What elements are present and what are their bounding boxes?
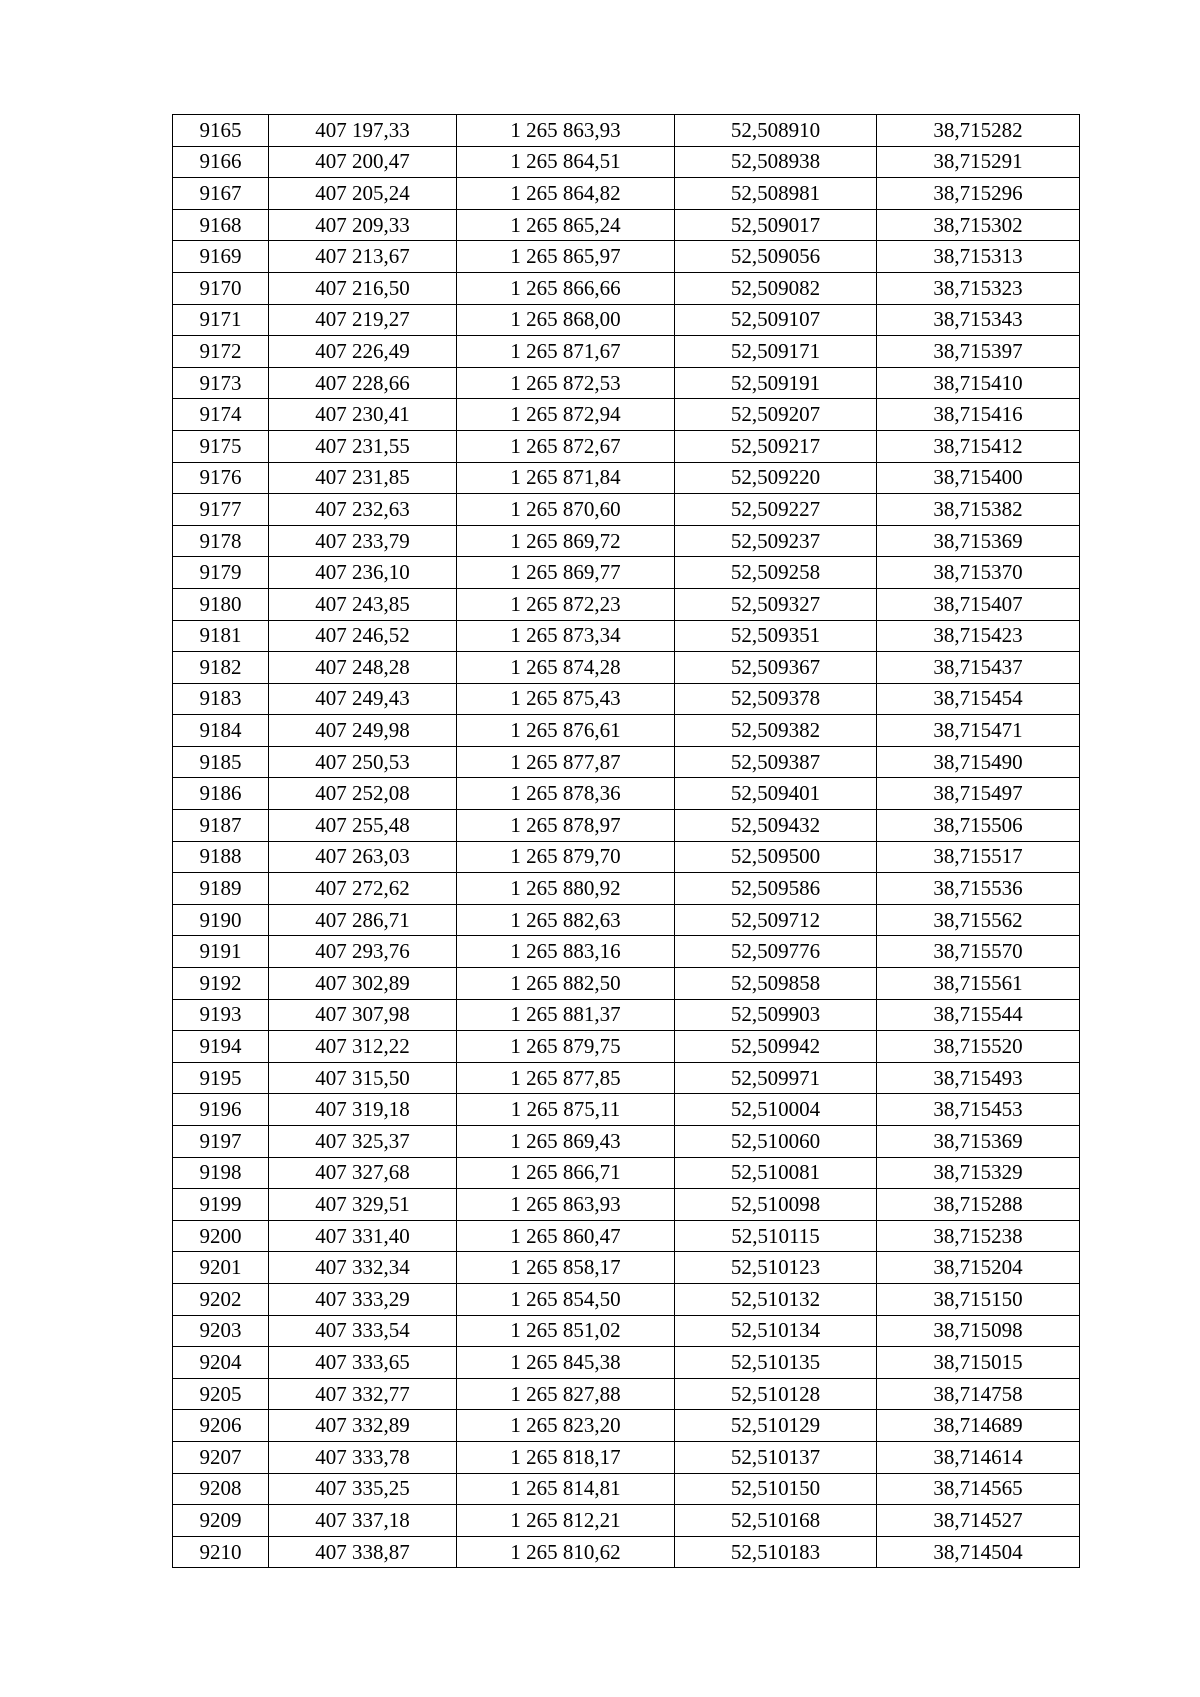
x-coordinate-cell: 407 216,50 — [269, 272, 457, 304]
table-row — [173, 968, 1080, 1000]
longitude-cell: 38,714565 — [877, 1473, 1080, 1505]
table-row — [173, 1441, 1080, 1473]
longitude-cell: 38,715288 — [877, 1189, 1080, 1221]
point-number-cell: 9208 — [173, 1473, 269, 1505]
y-coordinate-cell: 1 265 866,71 — [457, 1157, 675, 1189]
point-number-cell: 9171 — [173, 304, 269, 336]
y-coordinate-cell: 1 265 869,77 — [457, 557, 675, 589]
latitude-cell: 52,508981 — [675, 178, 877, 210]
y-coordinate-cell: 1 265 877,85 — [457, 1062, 675, 1094]
latitude-cell: 52,510098 — [675, 1189, 877, 1221]
longitude-cell: 38,715238 — [877, 1220, 1080, 1252]
y-coordinate-cell: 1 265 845,38 — [457, 1347, 675, 1379]
longitude-cell: 38,715369 — [877, 1126, 1080, 1158]
table-row — [173, 1536, 1080, 1568]
x-coordinate-cell: 407 233,79 — [269, 525, 457, 557]
point-number-cell: 9206 — [173, 1410, 269, 1442]
longitude-cell: 38,715497 — [877, 778, 1080, 810]
longitude-cell: 38,715493 — [877, 1062, 1080, 1094]
table-row — [173, 1062, 1080, 1094]
y-coordinate-cell: 1 265 875,11 — [457, 1094, 675, 1126]
y-coordinate-cell: 1 265 823,20 — [457, 1410, 675, 1442]
point-number-cell: 9188 — [173, 841, 269, 873]
table-row — [173, 873, 1080, 905]
table-row — [173, 620, 1080, 652]
x-coordinate-cell: 407 293,76 — [269, 936, 457, 968]
point-number-cell: 9196 — [173, 1094, 269, 1126]
latitude-cell: 52,509217 — [675, 430, 877, 462]
point-number-cell: 9193 — [173, 999, 269, 1031]
table-row — [173, 1220, 1080, 1252]
x-coordinate-cell: 407 230,41 — [269, 399, 457, 431]
longitude-cell: 38,715098 — [877, 1315, 1080, 1347]
longitude-cell: 38,715382 — [877, 494, 1080, 526]
y-coordinate-cell: 1 265 860,47 — [457, 1220, 675, 1252]
table-row — [173, 1126, 1080, 1158]
y-coordinate-cell: 1 265 869,72 — [457, 525, 675, 557]
x-coordinate-cell: 407 197,33 — [269, 115, 457, 147]
point-number-cell: 9207 — [173, 1441, 269, 1473]
latitude-cell: 52,510135 — [675, 1347, 877, 1379]
longitude-cell: 38,715282 — [877, 115, 1080, 147]
table-row — [173, 715, 1080, 747]
latitude-cell: 52,509171 — [675, 336, 877, 368]
latitude-cell: 52,509776 — [675, 936, 877, 968]
point-number-cell: 9173 — [173, 367, 269, 399]
x-coordinate-cell: 407 286,71 — [269, 904, 457, 936]
y-coordinate-cell: 1 265 882,63 — [457, 904, 675, 936]
x-coordinate-cell: 407 236,10 — [269, 557, 457, 589]
point-number-cell: 9209 — [173, 1505, 269, 1537]
table-row — [173, 999, 1080, 1031]
latitude-cell: 52,509351 — [675, 620, 877, 652]
x-coordinate-cell: 407 231,85 — [269, 462, 457, 494]
y-coordinate-cell: 1 265 881,37 — [457, 999, 675, 1031]
longitude-cell: 38,715150 — [877, 1283, 1080, 1315]
y-coordinate-cell: 1 265 863,93 — [457, 115, 675, 147]
latitude-cell: 52,509378 — [675, 683, 877, 715]
x-coordinate-cell: 407 249,98 — [269, 715, 457, 747]
x-coordinate-cell: 407 231,55 — [269, 430, 457, 462]
longitude-cell: 38,714527 — [877, 1505, 1080, 1537]
table-row — [173, 810, 1080, 842]
point-number-cell: 9172 — [173, 336, 269, 368]
latitude-cell: 52,509367 — [675, 652, 877, 684]
latitude-cell: 52,509971 — [675, 1062, 877, 1094]
y-coordinate-cell: 1 265 827,88 — [457, 1378, 675, 1410]
longitude-cell: 38,714504 — [877, 1536, 1080, 1568]
longitude-cell: 38,715313 — [877, 241, 1080, 273]
table-row — [173, 272, 1080, 304]
x-coordinate-cell: 407 232,63 — [269, 494, 457, 526]
longitude-cell: 38,715329 — [877, 1157, 1080, 1189]
x-coordinate-cell: 407 226,49 — [269, 336, 457, 368]
point-number-cell: 9203 — [173, 1315, 269, 1347]
x-coordinate-cell: 407 250,53 — [269, 746, 457, 778]
x-coordinate-cell: 407 200,47 — [269, 146, 457, 178]
y-coordinate-cell: 1 265 863,93 — [457, 1189, 675, 1221]
x-coordinate-cell: 407 333,29 — [269, 1283, 457, 1315]
latitude-cell: 52,509258 — [675, 557, 877, 589]
longitude-cell: 38,715490 — [877, 746, 1080, 778]
table-row — [173, 1157, 1080, 1189]
longitude-cell: 38,715291 — [877, 146, 1080, 178]
table-row — [173, 1283, 1080, 1315]
longitude-cell: 38,715407 — [877, 588, 1080, 620]
longitude-cell: 38,715517 — [877, 841, 1080, 873]
longitude-cell: 38,715506 — [877, 810, 1080, 842]
latitude-cell: 52,510129 — [675, 1410, 877, 1442]
latitude-cell: 52,509327 — [675, 588, 877, 620]
latitude-cell: 52,510128 — [675, 1378, 877, 1410]
x-coordinate-cell: 407 248,28 — [269, 652, 457, 684]
longitude-cell: 38,715454 — [877, 683, 1080, 715]
x-coordinate-cell: 407 219,27 — [269, 304, 457, 336]
x-coordinate-cell: 407 302,89 — [269, 968, 457, 1000]
table-row — [173, 304, 1080, 336]
y-coordinate-cell: 1 265 873,34 — [457, 620, 675, 652]
table-row — [173, 746, 1080, 778]
table-row — [173, 241, 1080, 273]
y-coordinate-cell: 1 265 864,82 — [457, 178, 675, 210]
longitude-cell: 38,715437 — [877, 652, 1080, 684]
point-number-cell: 9204 — [173, 1347, 269, 1379]
longitude-cell: 38,715410 — [877, 367, 1080, 399]
x-coordinate-cell: 407 307,98 — [269, 999, 457, 1031]
y-coordinate-cell: 1 265 877,87 — [457, 746, 675, 778]
longitude-cell: 38,715520 — [877, 1031, 1080, 1063]
table-row — [173, 683, 1080, 715]
latitude-cell: 52,509220 — [675, 462, 877, 494]
x-coordinate-cell: 407 329,51 — [269, 1189, 457, 1221]
y-coordinate-cell: 1 265 872,53 — [457, 367, 675, 399]
latitude-cell: 52,509858 — [675, 968, 877, 1000]
latitude-cell: 52,509227 — [675, 494, 877, 526]
x-coordinate-cell: 407 333,54 — [269, 1315, 457, 1347]
table-row — [173, 1094, 1080, 1126]
latitude-cell: 52,509712 — [675, 904, 877, 936]
x-coordinate-cell: 407 333,65 — [269, 1347, 457, 1379]
latitude-cell: 52,510137 — [675, 1441, 877, 1473]
y-coordinate-cell: 1 265 882,50 — [457, 968, 675, 1000]
point-number-cell: 9184 — [173, 715, 269, 747]
table-row — [173, 1031, 1080, 1063]
point-number-cell: 9176 — [173, 462, 269, 494]
table-row — [173, 1473, 1080, 1505]
longitude-cell: 38,715570 — [877, 936, 1080, 968]
latitude-cell: 52,509056 — [675, 241, 877, 273]
x-coordinate-cell: 407 332,89 — [269, 1410, 457, 1442]
longitude-cell: 38,715302 — [877, 209, 1080, 241]
y-coordinate-cell: 1 265 876,61 — [457, 715, 675, 747]
point-number-cell: 9183 — [173, 683, 269, 715]
x-coordinate-cell: 407 333,78 — [269, 1441, 457, 1473]
latitude-cell: 52,510150 — [675, 1473, 877, 1505]
x-coordinate-cell: 407 252,08 — [269, 778, 457, 810]
coordinates-table — [172, 114, 1080, 1568]
longitude-cell: 38,715015 — [877, 1347, 1080, 1379]
latitude-cell: 52,509942 — [675, 1031, 877, 1063]
point-number-cell: 9165 — [173, 115, 269, 147]
longitude-cell: 38,715453 — [877, 1094, 1080, 1126]
longitude-cell: 38,715561 — [877, 968, 1080, 1000]
x-coordinate-cell: 407 319,18 — [269, 1094, 457, 1126]
latitude-cell: 52,509082 — [675, 272, 877, 304]
coordinates-table-body — [173, 115, 1080, 1568]
longitude-cell: 38,715343 — [877, 304, 1080, 336]
point-number-cell: 9170 — [173, 272, 269, 304]
table-row — [173, 1505, 1080, 1537]
longitude-cell: 38,714758 — [877, 1378, 1080, 1410]
y-coordinate-cell: 1 265 883,16 — [457, 936, 675, 968]
point-number-cell: 9205 — [173, 1378, 269, 1410]
y-coordinate-cell: 1 265 854,50 — [457, 1283, 675, 1315]
point-number-cell: 9175 — [173, 430, 269, 462]
x-coordinate-cell: 407 255,48 — [269, 810, 457, 842]
x-coordinate-cell: 407 312,22 — [269, 1031, 457, 1063]
point-number-cell: 9202 — [173, 1283, 269, 1315]
longitude-cell: 38,715544 — [877, 999, 1080, 1031]
table-row — [173, 1252, 1080, 1284]
latitude-cell: 52,509387 — [675, 746, 877, 778]
x-coordinate-cell: 407 228,66 — [269, 367, 457, 399]
x-coordinate-cell: 407 315,50 — [269, 1062, 457, 1094]
x-coordinate-cell: 407 337,18 — [269, 1505, 457, 1537]
x-coordinate-cell: 407 332,77 — [269, 1378, 457, 1410]
y-coordinate-cell: 1 265 812,21 — [457, 1505, 675, 1537]
x-coordinate-cell: 407 325,37 — [269, 1126, 457, 1158]
point-number-cell: 9198 — [173, 1157, 269, 1189]
x-coordinate-cell: 407 338,87 — [269, 1536, 457, 1568]
point-number-cell: 9177 — [173, 494, 269, 526]
y-coordinate-cell: 1 265 851,02 — [457, 1315, 675, 1347]
longitude-cell: 38,715370 — [877, 557, 1080, 589]
table-row — [173, 588, 1080, 620]
point-number-cell: 9190 — [173, 904, 269, 936]
y-coordinate-cell: 1 265 875,43 — [457, 683, 675, 715]
latitude-cell: 52,510134 — [675, 1315, 877, 1347]
y-coordinate-cell: 1 265 866,66 — [457, 272, 675, 304]
point-number-cell: 9178 — [173, 525, 269, 557]
point-number-cell: 9210 — [173, 1536, 269, 1568]
y-coordinate-cell: 1 265 868,00 — [457, 304, 675, 336]
longitude-cell: 38,715471 — [877, 715, 1080, 747]
longitude-cell: 38,714614 — [877, 1441, 1080, 1473]
latitude-cell: 52,509107 — [675, 304, 877, 336]
longitude-cell: 38,715397 — [877, 336, 1080, 368]
y-coordinate-cell: 1 265 878,36 — [457, 778, 675, 810]
y-coordinate-cell: 1 265 865,97 — [457, 241, 675, 273]
latitude-cell: 52,510115 — [675, 1220, 877, 1252]
latitude-cell: 52,510183 — [675, 1536, 877, 1568]
latitude-cell: 52,509191 — [675, 367, 877, 399]
y-coordinate-cell: 1 265 864,51 — [457, 146, 675, 178]
point-number-cell: 9189 — [173, 873, 269, 905]
x-coordinate-cell: 407 249,43 — [269, 683, 457, 715]
point-number-cell: 9191 — [173, 936, 269, 968]
table-row — [173, 557, 1080, 589]
table-row — [173, 367, 1080, 399]
point-number-cell: 9168 — [173, 209, 269, 241]
table-row — [173, 936, 1080, 968]
table-row — [173, 399, 1080, 431]
latitude-cell: 52,509586 — [675, 873, 877, 905]
latitude-cell: 52,510060 — [675, 1126, 877, 1158]
y-coordinate-cell: 1 265 872,67 — [457, 430, 675, 462]
longitude-cell: 38,715536 — [877, 873, 1080, 905]
table-row — [173, 778, 1080, 810]
longitude-cell: 38,715400 — [877, 462, 1080, 494]
longitude-cell: 38,715423 — [877, 620, 1080, 652]
y-coordinate-cell: 1 265 871,84 — [457, 462, 675, 494]
point-number-cell: 9187 — [173, 810, 269, 842]
point-number-cell: 9192 — [173, 968, 269, 1000]
x-coordinate-cell: 407 327,68 — [269, 1157, 457, 1189]
point-number-cell: 9195 — [173, 1062, 269, 1094]
point-number-cell: 9199 — [173, 1189, 269, 1221]
table-row — [173, 841, 1080, 873]
point-number-cell: 9182 — [173, 652, 269, 684]
latitude-cell: 52,510132 — [675, 1283, 877, 1315]
longitude-cell: 38,715562 — [877, 904, 1080, 936]
x-coordinate-cell: 407 331,40 — [269, 1220, 457, 1252]
longitude-cell: 38,715323 — [877, 272, 1080, 304]
latitude-cell: 52,509017 — [675, 209, 877, 241]
latitude-cell: 52,509432 — [675, 810, 877, 842]
y-coordinate-cell: 1 265 874,28 — [457, 652, 675, 684]
point-number-cell: 9174 — [173, 399, 269, 431]
table-row — [173, 178, 1080, 210]
x-coordinate-cell: 407 213,67 — [269, 241, 457, 273]
latitude-cell: 52,509401 — [675, 778, 877, 810]
point-number-cell: 9180 — [173, 588, 269, 620]
longitude-cell: 38,714689 — [877, 1410, 1080, 1442]
table-row — [173, 146, 1080, 178]
latitude-cell: 52,510004 — [675, 1094, 877, 1126]
point-number-cell: 9181 — [173, 620, 269, 652]
longitude-cell: 38,715204 — [877, 1252, 1080, 1284]
latitude-cell: 52,508938 — [675, 146, 877, 178]
point-number-cell: 9197 — [173, 1126, 269, 1158]
x-coordinate-cell: 407 246,52 — [269, 620, 457, 652]
y-coordinate-cell: 1 265 814,81 — [457, 1473, 675, 1505]
y-coordinate-cell: 1 265 810,62 — [457, 1536, 675, 1568]
y-coordinate-cell: 1 265 872,23 — [457, 588, 675, 620]
point-number-cell: 9200 — [173, 1220, 269, 1252]
y-coordinate-cell: 1 265 871,67 — [457, 336, 675, 368]
latitude-cell: 52,510123 — [675, 1252, 877, 1284]
point-number-cell: 9194 — [173, 1031, 269, 1063]
y-coordinate-cell: 1 265 870,60 — [457, 494, 675, 526]
longitude-cell: 38,715416 — [877, 399, 1080, 431]
table-row — [173, 1410, 1080, 1442]
longitude-cell: 38,715296 — [877, 178, 1080, 210]
latitude-cell: 52,508910 — [675, 115, 877, 147]
table-row — [173, 430, 1080, 462]
point-number-cell: 9179 — [173, 557, 269, 589]
point-number-cell: 9186 — [173, 778, 269, 810]
table-row — [173, 652, 1080, 684]
table-row — [173, 1189, 1080, 1221]
latitude-cell: 52,509207 — [675, 399, 877, 431]
point-number-cell: 9166 — [173, 146, 269, 178]
y-coordinate-cell: 1 265 880,92 — [457, 873, 675, 905]
table-row — [173, 115, 1080, 147]
y-coordinate-cell: 1 265 879,70 — [457, 841, 675, 873]
x-coordinate-cell: 407 209,33 — [269, 209, 457, 241]
y-coordinate-cell: 1 265 878,97 — [457, 810, 675, 842]
table-row — [173, 494, 1080, 526]
table-row — [173, 209, 1080, 241]
y-coordinate-cell: 1 265 865,24 — [457, 209, 675, 241]
x-coordinate-cell: 407 263,03 — [269, 841, 457, 873]
latitude-cell: 52,509903 — [675, 999, 877, 1031]
y-coordinate-cell: 1 265 879,75 — [457, 1031, 675, 1063]
table-row — [173, 462, 1080, 494]
x-coordinate-cell: 407 332,34 — [269, 1252, 457, 1284]
point-number-cell: 9167 — [173, 178, 269, 210]
longitude-cell: 38,715369 — [877, 525, 1080, 557]
x-coordinate-cell: 407 272,62 — [269, 873, 457, 905]
table-row — [173, 1315, 1080, 1347]
y-coordinate-cell: 1 265 869,43 — [457, 1126, 675, 1158]
latitude-cell: 52,510168 — [675, 1505, 877, 1537]
y-coordinate-cell: 1 265 872,94 — [457, 399, 675, 431]
point-number-cell: 9185 — [173, 746, 269, 778]
table-row — [173, 904, 1080, 936]
y-coordinate-cell: 1 265 858,17 — [457, 1252, 675, 1284]
y-coordinate-cell: 1 265 818,17 — [457, 1441, 675, 1473]
table-row — [173, 1378, 1080, 1410]
point-number-cell: 9169 — [173, 241, 269, 273]
table-row — [173, 1347, 1080, 1379]
x-coordinate-cell: 407 243,85 — [269, 588, 457, 620]
latitude-cell: 52,509382 — [675, 715, 877, 747]
point-number-cell: 9201 — [173, 1252, 269, 1284]
longitude-cell: 38,715412 — [877, 430, 1080, 462]
table-row — [173, 336, 1080, 368]
latitude-cell: 52,509237 — [675, 525, 877, 557]
x-coordinate-cell: 407 335,25 — [269, 1473, 457, 1505]
latitude-cell: 52,510081 — [675, 1157, 877, 1189]
latitude-cell: 52,509500 — [675, 841, 877, 873]
table-row — [173, 525, 1080, 557]
x-coordinate-cell: 407 205,24 — [269, 178, 457, 210]
